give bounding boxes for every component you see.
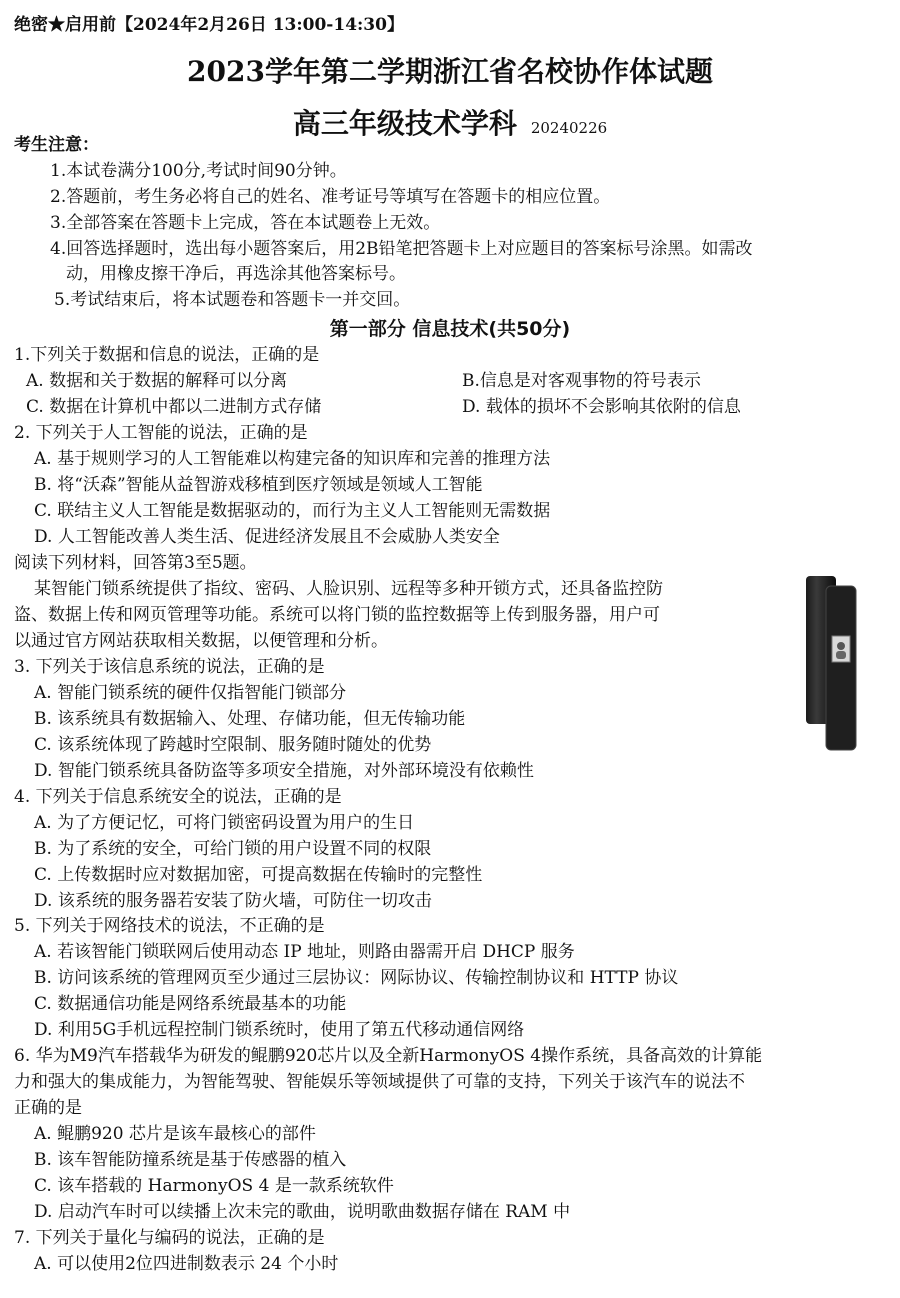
question-stem: 1.下列关于数据和信息的说法，正确的是 bbox=[14, 345, 320, 365]
subject-title: 高三年级技术学科 bbox=[292, 107, 517, 140]
option-b: B.信息是对客观事物的符号表示 bbox=[462, 371, 701, 391]
question-stem: 7. 下列关于量化与编码的说法，正确的是 bbox=[14, 1228, 325, 1248]
question-stem: 力和强大的集成能力，为智能驾驶、智能娱乐等领域提供了可靠的支持，下列关于该汽车的说法不 bbox=[14, 1072, 745, 1092]
question-stem: 正确的是 bbox=[14, 1098, 82, 1118]
question-stem: 3. 下列关于该信息系统的说法，正确的是 bbox=[14, 657, 325, 677]
notice-item: 3.全部答案在答题卡上完成，答在本试题卷上无效。 bbox=[50, 213, 441, 233]
option-d: D. 智能门锁系统具备防盗等多项安全措施，对外部环境没有依赖性 bbox=[34, 761, 534, 781]
option-c: C. 数据通信功能是网络系统最基本的功能 bbox=[34, 994, 347, 1014]
question-stem: 6. 华为M9汽车搭载华为研发的鲲鹏920芯片以及全新HarmonyOS 4操作系统，具备高效的计算能 bbox=[14, 1046, 763, 1066]
material-intro: 阅读下列材料，回答第3至5题。 bbox=[14, 553, 257, 573]
option-c: C. 该车搭载的 HarmonyOS 4 是一款系统软件 bbox=[34, 1176, 394, 1196]
notice-item: 1.本试卷满分100分,考试时间90分钟。 bbox=[50, 161, 347, 181]
exam-subtitle bbox=[0, 102, 900, 142]
question-stem: 2. 下列关于人工智能的说法，正确的是 bbox=[14, 423, 308, 443]
notice-item: 4.回答选择题时，选出每小题答案后，用2B铅笔把答题卡上对应题目的答案标号涂黑。如需改 bbox=[50, 239, 753, 259]
exam-date-code: 20240226 bbox=[530, 119, 608, 137]
option-c: C. 上传数据时应对数据加密，可提高数据在传输时的完整性 bbox=[34, 865, 483, 885]
option-b: B. 该系统具有数据输入、处理、存储功能，但无传输功能 bbox=[34, 709, 466, 729]
face-icon bbox=[837, 642, 845, 650]
option-a: A. 数据和关于数据的解释可以分离 bbox=[26, 371, 288, 391]
option-b: B. 该车智能防撞系统是基于传感器的植入 bbox=[34, 1150, 347, 1170]
option-c: C. 联结主义人工智能是数据驱动的，而行为主义人工智能则无需数据 bbox=[34, 501, 551, 521]
option-a: A. 可以使用2位四进制数表示 24 个小时 bbox=[34, 1254, 339, 1274]
notice-item: 2.答题前，考生务必将自己的姓名、准考证号等填写在答题卡的相应位置。 bbox=[50, 187, 611, 207]
option-b: B. 访问该系统的管理网页至少通过三层协议：网际协议、传输控制协议和 HTTP 协议 bbox=[34, 968, 679, 988]
material-text: 以通过官方网站获取相关数据，以便管理和分析。 bbox=[14, 631, 388, 651]
exam-title: 2023学年第二学期浙江省名校协作体试题 bbox=[187, 55, 713, 88]
option-a: A. 基于规则学习的人工智能难以构建完备的知识库和完善的推理方法 bbox=[34, 449, 551, 469]
option-d: D. 启动汽车时可以续播上次未完的歌曲，说明歌曲数据存储在 RAM 中 bbox=[34, 1202, 571, 1222]
option-b: B. 为了系统的安全，可给门锁的用户设置不同的权限 bbox=[34, 839, 432, 859]
confidential-header: 绝密★启用前【2024年2月26日 13:00-14:30】 bbox=[14, 15, 404, 35]
option-c: C. 该系统体现了跨越时空限制、服务随时随处的优势 bbox=[34, 735, 432, 755]
option-c: C. 数据在计算机中都以二进制方式存储 bbox=[26, 397, 322, 417]
question-stem: 4. 下列关于信息系统安全的说法，正确的是 bbox=[14, 787, 342, 807]
notice-heading: 考生注意： bbox=[14, 135, 99, 155]
option-a: A. 鲲鹏920 芯片是该车最核心的部件 bbox=[34, 1124, 316, 1144]
lock-front-panel bbox=[826, 586, 856, 750]
option-a: A. 为了方便记忆，可将门锁密码设置为用户的生日 bbox=[34, 813, 415, 833]
option-a: A. 智能门锁系统的硬件仅指智能门锁部分 bbox=[34, 683, 347, 703]
option-d: D. 载体的损坏不会影响其依附的信息 bbox=[462, 397, 741, 417]
question-stem: 5. 下列关于网络技术的说法，不正确的是 bbox=[14, 916, 325, 936]
option-d: D. 人工智能改善人类生活、促进经济发展且不会威胁人类安全 bbox=[34, 527, 500, 547]
section-title: 第一部分 信息技术(共50分) bbox=[329, 318, 571, 340]
option-d: D. 利用5G手机远程控制门锁系统时，使用了第五代移动通信网络 bbox=[34, 1020, 525, 1040]
option-d: D. 该系统的服务器若安装了防火墙，可防住一切攻击 bbox=[34, 891, 432, 911]
smart-lock-image bbox=[800, 574, 860, 754]
option-b: B. 将“沃森”智能从益智游戏移植到医疗领域是领域人工智能 bbox=[34, 475, 483, 495]
material-text: 盗、数据上传和网页管理等功能。系统可以将门锁的监控数据等上传到服务器，用户可 bbox=[14, 605, 660, 625]
option-a: A. 若该智能门锁联网后使用动态 IP 地址，则路由器需开启 DHCP 服务 bbox=[34, 942, 575, 962]
material-text: 某智能门锁系统提供了指纹、密码、人脸识别、远程等多种开锁方式，还具备监控防 bbox=[34, 579, 663, 599]
notice-item: 5.考试结束后，将本试题卷和答题卡一并交回。 bbox=[54, 290, 411, 310]
notice-item: 动，用橡皮擦干净后，再选涂其他答案标号。 bbox=[66, 264, 406, 284]
